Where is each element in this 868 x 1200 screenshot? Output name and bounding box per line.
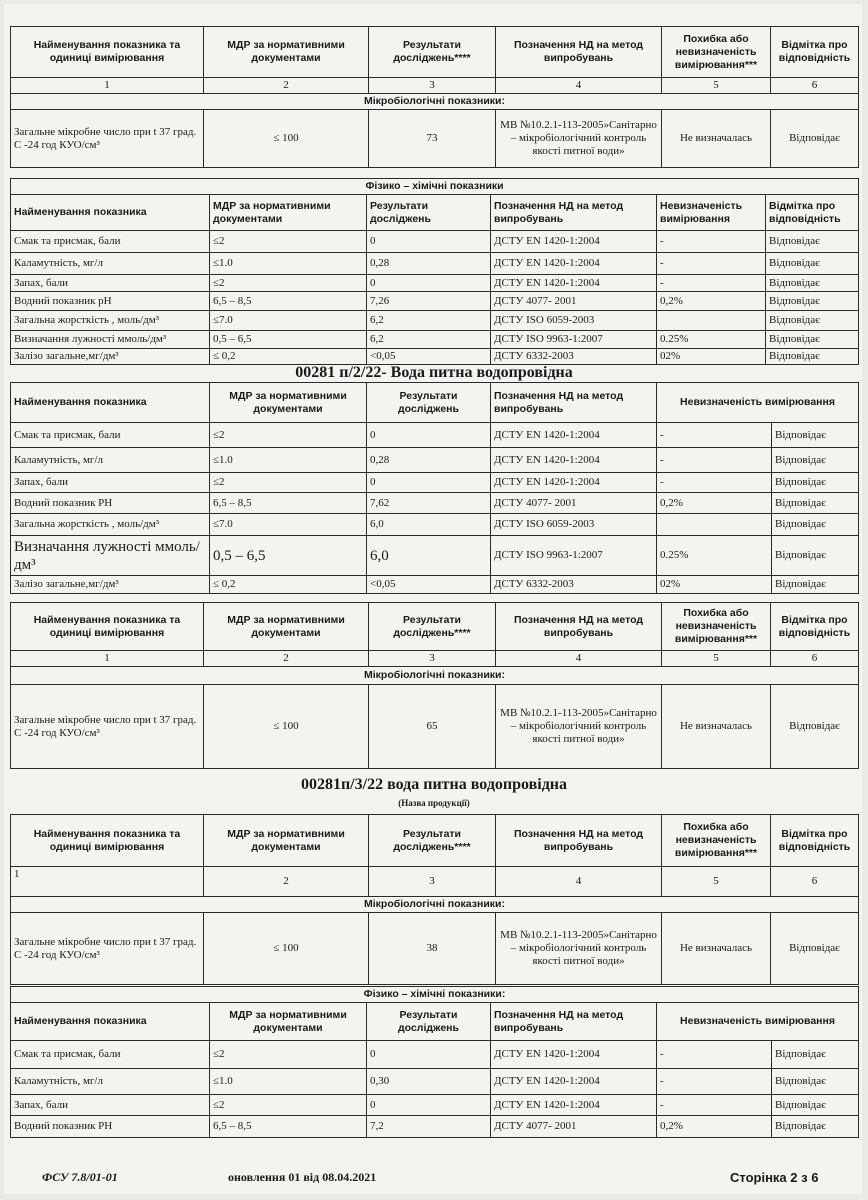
mdr-value: ≤ 100: [204, 913, 369, 985]
table-row: [11, 1095, 859, 1116]
indicator-name: Смак та присмак, бали: [11, 1041, 210, 1069]
col-number: 5: [662, 651, 771, 667]
conformity-value: Відповідає: [766, 311, 859, 331]
header-uncertainty: Невизначеність вимірювання: [657, 383, 859, 423]
mdr-value: ≤1.0: [210, 253, 367, 275]
header-result: Результати досліджень: [367, 1003, 491, 1041]
header-name: Найменування показника: [11, 195, 210, 231]
section-label: Фізико – хімічні показники:: [11, 987, 859, 1003]
conformity-value: Відповідає: [772, 423, 859, 448]
col-number: 3: [369, 651, 496, 667]
table-row: [11, 331, 859, 349]
conformity-value: Відповідає: [771, 913, 859, 985]
table-row: [11, 536, 859, 576]
header-result: Результати досліджень****: [369, 27, 496, 78]
mdr-value: ≤ 0,2: [210, 576, 367, 594]
mdr-value: 6,5 – 8,5: [210, 493, 367, 514]
col-number: 1: [11, 867, 204, 897]
result-value: 0,30: [367, 1069, 491, 1095]
mdr-value: ≤7.0: [210, 311, 367, 331]
section-label: Мікробіологічні показники:: [11, 94, 859, 110]
mdr-value: 6,5 – 8,5: [210, 1116, 367, 1138]
mdr-value: ≤2: [210, 1095, 367, 1116]
col-number: 6: [771, 651, 859, 667]
result-value: 6,2: [367, 311, 491, 331]
method-value: МВ №10.2.1-113-2005»Санітарно – мікробіологічний контроль якості питної води»: [496, 110, 662, 168]
indicator-name: Загальна жорсткість , моль/дм³: [11, 311, 210, 331]
col-number: 3: [369, 867, 496, 897]
uncertainty-value: -: [657, 1041, 772, 1069]
conformity-value: Відповідає: [772, 536, 859, 576]
table-row: [11, 253, 859, 275]
method-value: ДСТУ ISO 9963-1:2007: [491, 536, 657, 576]
header-conformity: Відмітка про відповідність: [766, 195, 859, 231]
uncertainty-value: [657, 514, 772, 536]
table-row: [11, 448, 859, 473]
header-name: Найменування показника та одиниці вимірювання: [11, 603, 204, 651]
result-value: <0,05: [367, 349, 491, 365]
method-value: ДСТУ 4077- 2001: [491, 1116, 657, 1138]
conformity-value: Відповідає: [772, 473, 859, 493]
method-value: ДСТУ 4077- 2001: [491, 493, 657, 514]
table-row: [11, 231, 859, 253]
method-value: ДСТУ 6332-2003: [491, 576, 657, 594]
uncertainty-value: -: [657, 231, 766, 253]
header-method: Позначення НД на метод випробувань: [496, 815, 662, 867]
header-result: Результати досліджень****: [369, 815, 496, 867]
result-value: 0: [367, 1095, 491, 1116]
method-value: ДСТУ ISO 6059-2003: [491, 311, 657, 331]
indicator-name: Залізо загальне,мг/дм³: [11, 576, 210, 594]
mdr-value: ≤1.0: [210, 448, 367, 473]
header-mdr: МДР за нормативними документами: [204, 815, 369, 867]
section-label: Мікробіологічні показники:: [11, 897, 859, 913]
header-method: Позначення НД на метод випробувань: [491, 195, 657, 231]
header-mdr: МДР за нормативними документами: [210, 383, 367, 423]
uncertainty-value: -: [657, 253, 766, 275]
header-mdr: МДР за нормативними документами: [210, 195, 367, 231]
header-name: Найменування показника та одиниці вимірювання: [11, 815, 204, 867]
header-mdr: МДР за нормативними документами: [204, 27, 369, 78]
table-row: [11, 1069, 859, 1095]
conformity-value: Відповідає: [772, 576, 859, 594]
table-row: [11, 349, 859, 365]
table-row: [11, 576, 859, 594]
result-value: 6,0: [367, 514, 491, 536]
result-value: 65: [369, 685, 496, 769]
table-row: [11, 1041, 859, 1069]
uncertainty-value: 02%: [657, 349, 766, 365]
uncertainty-value: 0.25%: [657, 536, 772, 576]
header-result: Результати досліджень: [367, 383, 491, 423]
indicator-name: Водний показник РН: [11, 1116, 210, 1138]
result-value: <0,05: [367, 576, 491, 594]
table-row: [11, 514, 859, 536]
conformity-value: Відповідає: [772, 1095, 859, 1116]
method-value: ДСТУ EN 1420-1:2004: [491, 231, 657, 253]
uncertainty-value: 0.25%: [657, 331, 766, 349]
uncertainty-value: -: [657, 423, 772, 448]
method-value: ДСТУ ISO 6059-2003: [491, 514, 657, 536]
indicator-name: Каламутність, мг/л: [11, 253, 210, 275]
conformity-value: Відповідає: [772, 1116, 859, 1138]
method-value: ДСТУ EN 1420-1:2004: [491, 423, 657, 448]
mdr-value: ≤7.0: [210, 514, 367, 536]
header-conformity: Відмітка про відповідність: [771, 603, 859, 651]
indicator-name: Каламутність, мг/л: [11, 1069, 210, 1095]
page-number: Сторінка 2 з 6: [730, 1170, 819, 1185]
result-value: 38: [369, 913, 496, 985]
phys-table-1: [10, 178, 859, 365]
mdr-value: ≤1.0: [210, 1069, 367, 1095]
result-value: 73: [369, 110, 496, 168]
indicator-name: Визначання лужності ммоль/дм³: [11, 536, 210, 576]
uncertainty-value: -: [657, 1069, 772, 1095]
col-number: 5: [662, 78, 771, 94]
section-title: 00281п/3/22 вода питна водопровідна: [300, 776, 568, 793]
col-number: 2: [204, 78, 369, 94]
table-row: [11, 423, 859, 448]
method-value: ДСТУ ISO 9963-1:2007: [491, 331, 657, 349]
mdr-value: ≤2: [210, 231, 367, 253]
conformity-value: Відповідає: [771, 110, 859, 168]
mdr-value: ≤ 0,2: [210, 349, 367, 365]
uncertainty-value: -: [657, 448, 772, 473]
header-result: Результати досліджень****: [369, 603, 496, 651]
result-value: 6,0: [367, 536, 491, 576]
indicator-name: Водний показник РН: [11, 493, 210, 514]
header-error: Похибка або невизначеність вимірювання***: [662, 603, 771, 651]
error-value: Не визначалась: [662, 685, 771, 769]
table-row: [11, 473, 859, 493]
col-number: 6: [771, 78, 859, 94]
mdr-value: ≤2: [210, 275, 367, 292]
mdr-value: 0,5 – 6,5: [210, 536, 367, 576]
mdr-value: ≤2: [210, 1041, 367, 1069]
conformity-value: Відповідає: [771, 685, 859, 769]
conformity-value: Відповідає: [772, 514, 859, 536]
method-value: ДСТУ 6332-2003: [491, 349, 657, 365]
header-method: Позначення НД на метод випробувань: [491, 1003, 657, 1041]
uncertainty-value: -: [657, 1095, 772, 1116]
method-value: МВ №10.2.1-113-2005»Санітарно – мікробіологічний контроль якості питної води»: [496, 685, 662, 769]
indicator-name: Загальна жорсткість , моль/дм³: [11, 514, 210, 536]
col-number: 6: [771, 867, 859, 897]
method-value: ДСТУ 4077- 2001: [491, 292, 657, 311]
indicator-name: Смак та присмак, бали: [11, 231, 210, 253]
method-value: ДСТУ EN 1420-1:2004: [491, 275, 657, 292]
header-mdr: МДР за нормативними документами: [210, 1003, 367, 1041]
col-number: 1: [11, 78, 204, 94]
product-name-caption: (Назва продукції): [398, 798, 470, 808]
phys-table-3: [10, 986, 859, 1138]
method-value: ДСТУ EN 1420-1:2004: [491, 1069, 657, 1095]
indicator-name: Запах, бали: [11, 275, 210, 292]
col-number: 4: [496, 651, 662, 667]
result-value: 7,2: [367, 1116, 491, 1138]
mdr-value: ≤2: [210, 473, 367, 493]
indicator-name: Водний показник рН: [11, 292, 210, 311]
section-label: Мікробіологічні показники:: [11, 667, 859, 685]
phys-table-2: [10, 382, 859, 594]
conformity-value: Відповідає: [766, 331, 859, 349]
col-number: 1: [11, 651, 204, 667]
mdr-value: 6,5 – 8,5: [210, 292, 367, 311]
table-row: [11, 1116, 859, 1138]
method-value: МВ №10.2.1-113-2005»Санітарно – мікробіологічний контроль якості питної води»: [496, 913, 662, 985]
method-value: ДСТУ EN 1420-1:2004: [491, 253, 657, 275]
header-uncertainty: Невизначеність вимірювання: [657, 1003, 859, 1041]
method-value: ДСТУ EN 1420-1:2004: [491, 473, 657, 493]
header-name: Найменування показника та одиниці вимірювання: [11, 27, 204, 78]
micro-table-1: [10, 26, 859, 168]
indicator-name: Смак та присмак, бали: [11, 423, 210, 448]
micro-table-2: [10, 602, 859, 769]
indicator-name: Загальне мікробне число при t 37 град. С -24 год КУО/см³: [11, 110, 204, 168]
table-row: [11, 292, 859, 311]
result-value: 6,2: [367, 331, 491, 349]
uncertainty-value: -: [657, 473, 772, 493]
uncertainty-value: 02%: [657, 576, 772, 594]
result-value: 0: [367, 1041, 491, 1069]
header-name: Найменування показника: [11, 1003, 210, 1041]
conformity-value: Відповідає: [766, 275, 859, 292]
indicator-name: Загальне мікробне число при t 37 град. С -24 год КУО/см³: [11, 913, 204, 985]
section-label: Фізико – хімічні показники: [11, 179, 859, 195]
conformity-value: Відповідає: [772, 1069, 859, 1095]
uncertainty-value: 0,2%: [657, 1116, 772, 1138]
mdr-value: 0,5 – 6,5: [210, 331, 367, 349]
section-title: 00281 п/2/22- Вода питна водопровідна: [295, 364, 573, 381]
col-number: 2: [204, 651, 369, 667]
header-error: Похибка або невизначеність вимірювання***: [662, 27, 771, 78]
indicator-name: Загальне мікробне число при t 37 град. С -24 год КУО/см³: [11, 685, 204, 769]
header-conformity: Відмітка про відповідність: [771, 815, 859, 867]
header-mdr: МДР за нормативними документами: [204, 603, 369, 651]
conformity-value: Відповідає: [766, 253, 859, 275]
indicator-name: Залізо загальне,мг/дм³: [11, 349, 210, 365]
col-number: 4: [496, 78, 662, 94]
uncertainty-value: [657, 311, 766, 331]
method-value: ДСТУ EN 1420-1:2004: [491, 1041, 657, 1069]
conformity-value: Відповідає: [772, 493, 859, 514]
conformity-value: Відповідає: [772, 1041, 859, 1069]
col-number: 4: [496, 867, 662, 897]
header-name: Найменування показника: [11, 383, 210, 423]
header-method: Позначення НД на метод випробувань: [496, 27, 662, 78]
error-value: Не визначалась: [662, 110, 771, 168]
result-value: 0,28: [367, 448, 491, 473]
header-method: Позначення НД на метод випробувань: [496, 603, 662, 651]
method-value: ДСТУ EN 1420-1:2004: [491, 1095, 657, 1116]
col-number: 2: [204, 867, 369, 897]
table-row: [11, 275, 859, 292]
result-value: 7,26: [367, 292, 491, 311]
indicator-name: Запах, бали: [11, 1095, 210, 1116]
revision-note: оновлення 01 від 08.04.2021: [228, 1170, 377, 1184]
indicator-name: Каламутність, мг/л: [11, 448, 210, 473]
form-code: ФСУ 7.8/01-01: [42, 1170, 118, 1184]
error-value: Не визначалась: [662, 913, 771, 985]
header-uncertainty: Невизначеність вимірювання: [657, 195, 766, 231]
micro-table-3: [10, 814, 859, 985]
uncertainty-value: 0,2%: [657, 493, 772, 514]
result-value: 0: [367, 473, 491, 493]
result-value: 0: [367, 423, 491, 448]
result-value: 7,62: [367, 493, 491, 514]
table-row: [11, 311, 859, 331]
conformity-value: Відповідає: [766, 231, 859, 253]
col-number: 5: [662, 867, 771, 897]
mdr-value: ≤ 100: [204, 685, 369, 769]
result-value: 0,28: [367, 253, 491, 275]
uncertainty-value: 0,2%: [657, 292, 766, 311]
header-conformity: Відмітка про відповідність: [771, 27, 859, 78]
mdr-value: ≤2: [210, 423, 367, 448]
result-value: 0: [367, 275, 491, 292]
table-row: [11, 493, 859, 514]
header-result: Результати досліджень: [367, 195, 491, 231]
conformity-value: Відповідає: [772, 448, 859, 473]
uncertainty-value: -: [657, 275, 766, 292]
result-value: 0: [367, 231, 491, 253]
mdr-value: ≤ 100: [204, 110, 369, 168]
col-number: 3: [369, 78, 496, 94]
method-value: ДСТУ EN 1420-1:2004: [491, 448, 657, 473]
indicator-name: Визначання лужності ммоль/дм³: [11, 331, 210, 349]
header-method: Позначення НД на метод випробувань: [491, 383, 657, 423]
indicator-name: Запах, бали: [11, 473, 210, 493]
conformity-value: Відповідає: [766, 349, 859, 365]
conformity-value: Відповідає: [766, 292, 859, 311]
header-error: Похибка або невизначеність вимірювання***: [662, 815, 771, 867]
